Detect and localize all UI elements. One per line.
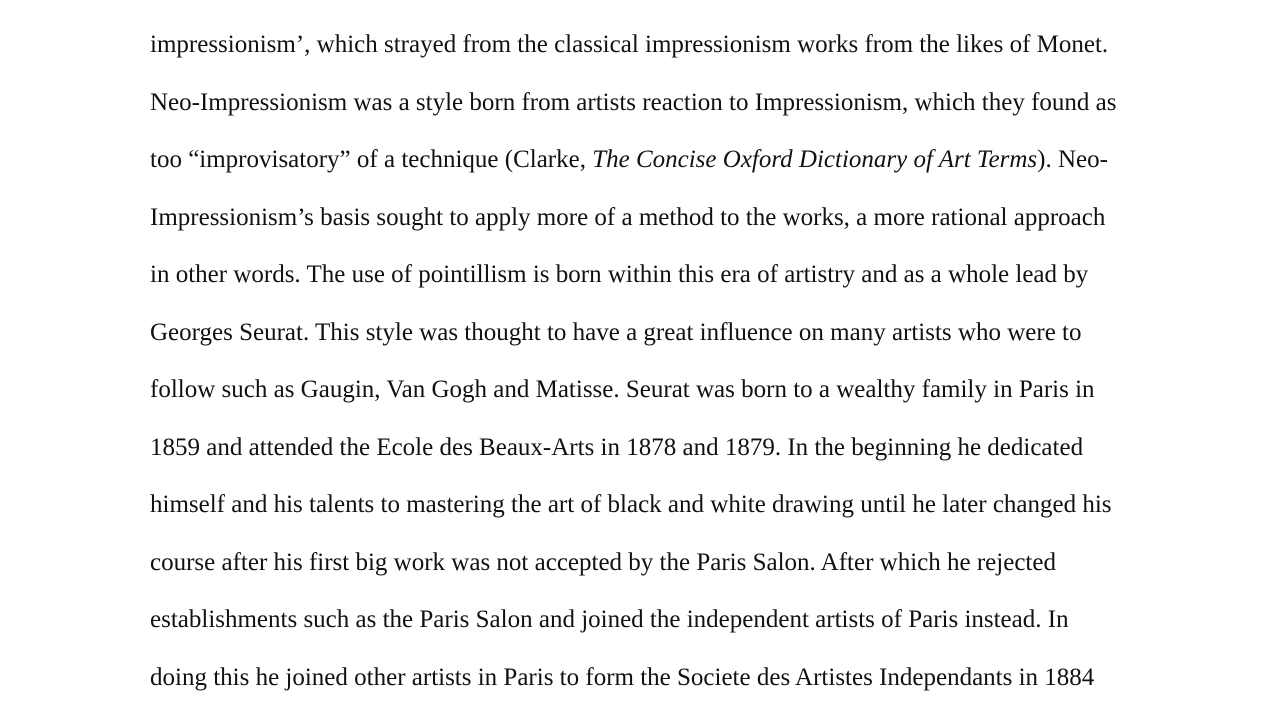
text-line [150, 419, 1150, 477]
text-line-content: himself and his talents to mastering the art of black and white drawing until he later changed his [150, 491, 1112, 518]
text-line-content: impressionism’, which strayed from the classical impressionism works from the likes of Monet. [150, 31, 1109, 58]
text-line-content: in other words. The use of pointillism is born within this era of artistry and as a whole lead by [150, 261, 1089, 288]
text-line [150, 74, 1150, 132]
text-line-content: follow such as Gaugin, Van Gogh and Matisse. Seurat was born to a wealthy family in Paris in [150, 376, 1095, 403]
text-line [150, 16, 1150, 74]
text-line [150, 361, 1150, 419]
text-line-content: Neo-Impressionism was a style born from artists reaction to Impressionism, which they found as [150, 88, 1117, 116]
text-line [150, 591, 1150, 649]
italic-citation-title: The Concise Oxford Dictionary of Art Terms [592, 146, 1038, 173]
body-paragraph [150, 16, 1150, 706]
text-line [150, 189, 1150, 247]
text-line-content: course after his first big work was not accepted by the Paris Salon. After which he rejected [150, 548, 1056, 576]
text-line [150, 534, 1150, 592]
text-line [150, 304, 1150, 362]
text-line-content: establishments such as the Paris Salon and joined the independent artists of Paris instead. In [150, 606, 1069, 633]
text-line [150, 476, 1150, 534]
text-line-content: Impressionism’s basis sought to apply more of a method to the works, a more rational approach [150, 203, 1106, 231]
text-line-content: 1859 and attended the Ecole des Beaux-Arts in 1878 and 1879. In the beginning he dedicated [150, 433, 1084, 461]
text-line [150, 649, 1150, 707]
text-line-content: doing this he joined other artists in Paris to form the Societe des Artistes Independants in 1884 [150, 663, 1095, 691]
text-line-content: too “improvisatory” of a technique (Clarke, [150, 146, 593, 173]
text-line [150, 246, 1150, 304]
text-line-content: Georges Seurat. This style was thought to have a great influence on many artists who were to [150, 318, 1082, 346]
text-line-content: ). Neo- [1037, 146, 1108, 173]
text-line [150, 131, 1150, 189]
